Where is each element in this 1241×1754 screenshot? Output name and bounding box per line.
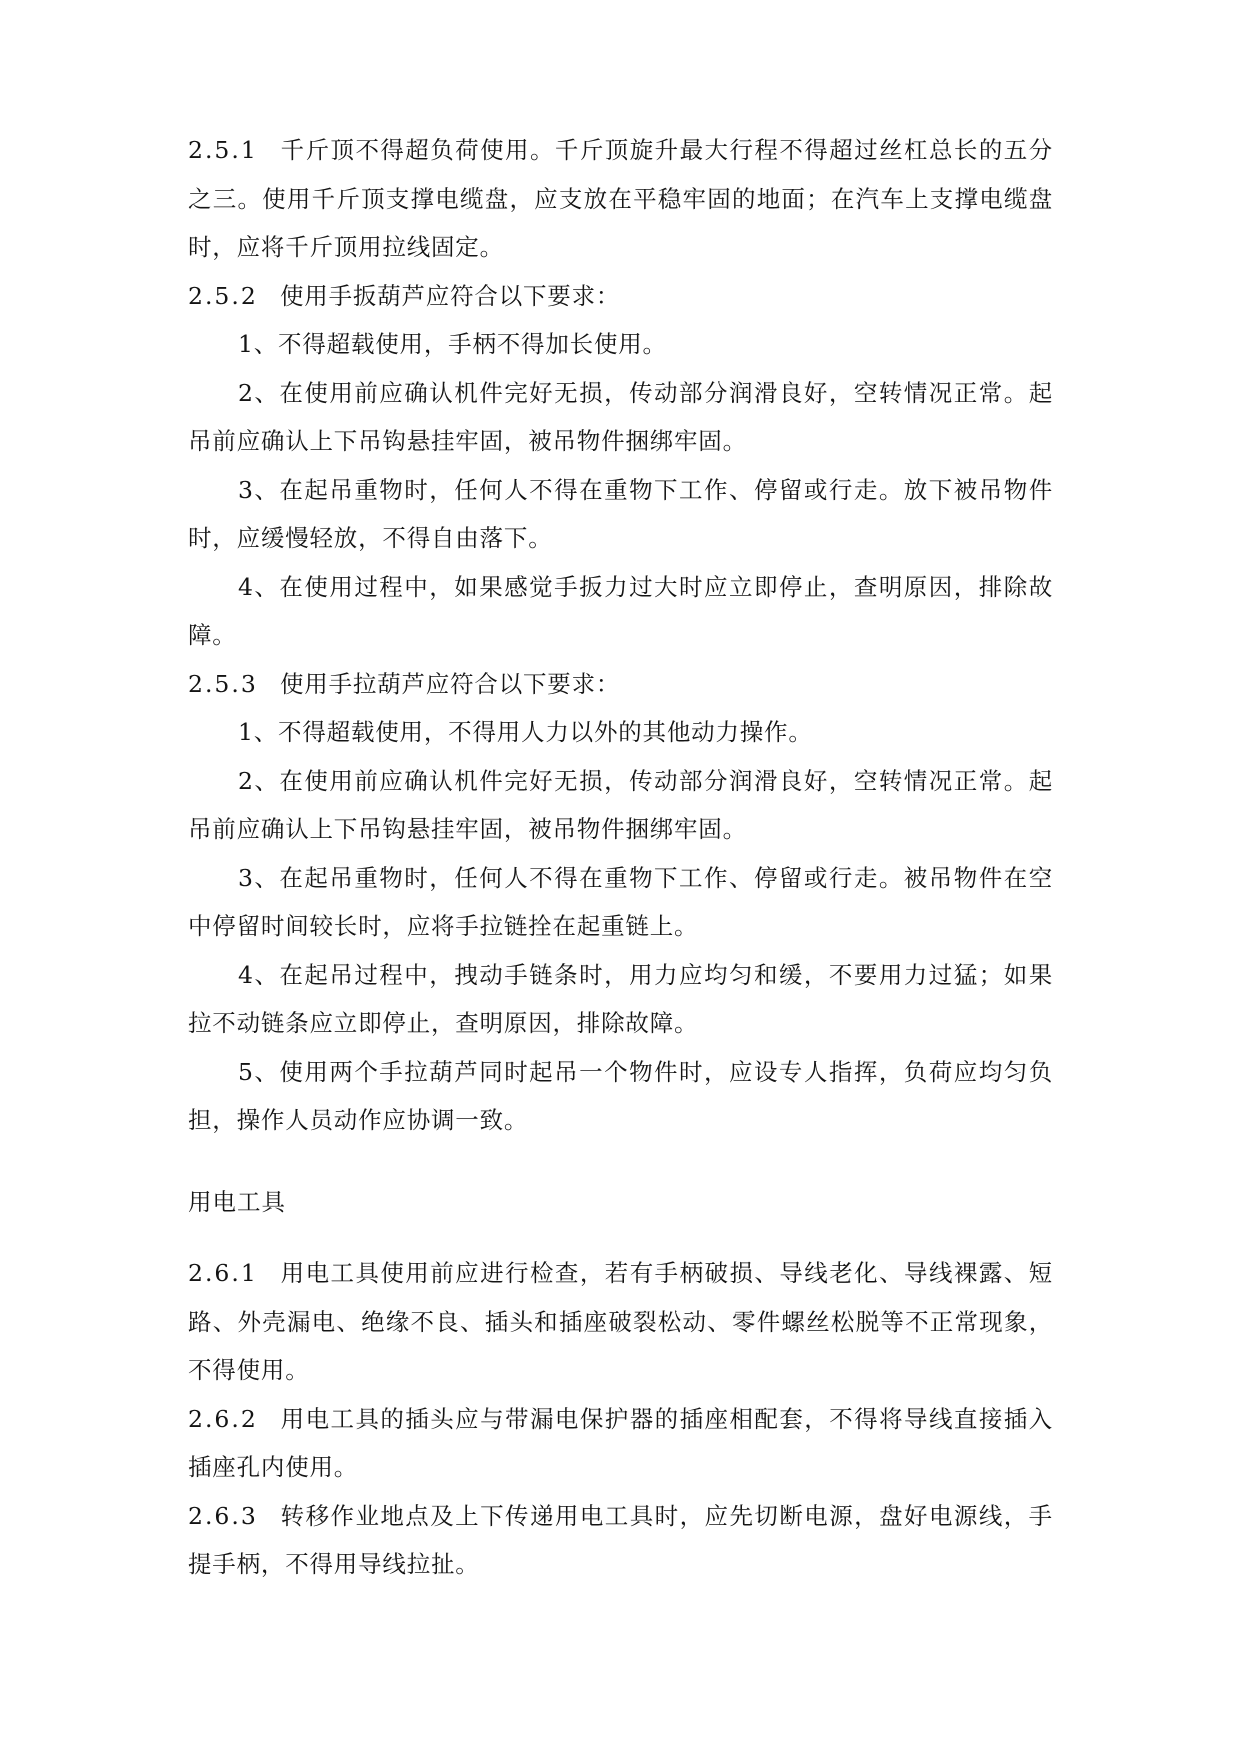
clause-number: 2.5.3 (188, 669, 258, 698)
clause-text: 使用手扳葫芦应符合以下要求： (280, 281, 621, 310)
list-item: 3、在起吊重物时，任何人不得在重物下工作、停留或行走。被吊物件在空中停留时间较长时，应将手拉链拴在起重链上。 (188, 863, 1053, 940)
clause-text: 使用手拉葫芦应符合以下要求： (280, 669, 621, 698)
section-2-6 (188, 1249, 1053, 1589)
clause-text: 千斤顶不得超负荷使用。千斤顶旋升最大行程不得超过丝杠总长的五分之三。使用千斤顶支撑电缆盘，应支放在平稳牢固的地面；在汽车上支撑电缆盘时，应将千斤顶用拉线固定。 (188, 136, 1053, 261)
clause-2-6-3 (188, 1492, 1053, 1589)
list-item: 1、不得超载使用，手柄不得加长使用。 (238, 330, 667, 358)
clause-text: 用电工具的插头应与带漏电保护器的插座相配套，不得将导线直接插入插座孔内使用。 (188, 1404, 1053, 1481)
section-2-5 (188, 126, 1053, 1145)
clause-text: 用电工具使用前应进行检查，若有手柄破损、导线老化、导线裸露、短路、外壳漏电、绝缘不良、插头和插座破裂松动、零件螺丝松脱等不正常现象，不得使用。 (188, 1259, 1053, 1384)
clause-number: 2.6.3 (188, 1501, 258, 1530)
list-item: 3、在起吊重物时，任何人不得在重物下工作、停留或行走。放下被吊物件时，应缓慢轻放，不得自由落下。 (188, 475, 1053, 552)
clause-number: 2.5.2 (188, 281, 258, 310)
list-item: 4、在起吊过程中，拽动手链条时，用力应均匀和缓，不要用力过猛；如果拉不动链条应立即停止，查明原因，排除故障。 (188, 960, 1053, 1037)
clause-2-6-2 (188, 1395, 1053, 1492)
clause-2-5-2 (188, 272, 1053, 321)
list-item: 1、不得超载使用，不得用人力以外的其他动力操作。 (238, 718, 813, 746)
section-heading-block (188, 1178, 1053, 1227)
clause-number: 2.6.2 (188, 1404, 258, 1433)
clause-number: 2.5.1 (188, 136, 258, 164)
clause-2-5-1 (188, 126, 1053, 272)
list-item: 4、在使用过程中，如果感觉手扳力过大时应立即停止，查明原因，排除故障。 (188, 572, 1053, 649)
clause-text: 转移作业地点及上下传递用电工具时，应先切断电源，盘好电源线，手提手柄，不得用导线拉扯。 (188, 1501, 1053, 1578)
section-heading: 用电工具 (188, 1188, 286, 1216)
clause-2-6-1 (188, 1249, 1053, 1395)
list-item: 5、使用两个手拉葫芦同时起吊一个物件时，应设专人指挥，负荷应均匀负担，操作人员动作应协调一致。 (188, 1057, 1053, 1134)
clause-number: 2.6.1 (188, 1259, 258, 1287)
clause-2-5-3 (188, 660, 1053, 709)
list-item: 2、在使用前应确认机件完好无损，传动部分润滑良好，空转情况正常。起吊前应确认上下吊钩悬挂牢固，被吊物件捆绑牢固。 (188, 766, 1053, 843)
list-item: 2、在使用前应确认机件完好无损，传动部分润滑良好，空转情况正常。起吊前应确认上下吊钩悬挂牢固，被吊物件捆绑牢固。 (188, 378, 1053, 455)
